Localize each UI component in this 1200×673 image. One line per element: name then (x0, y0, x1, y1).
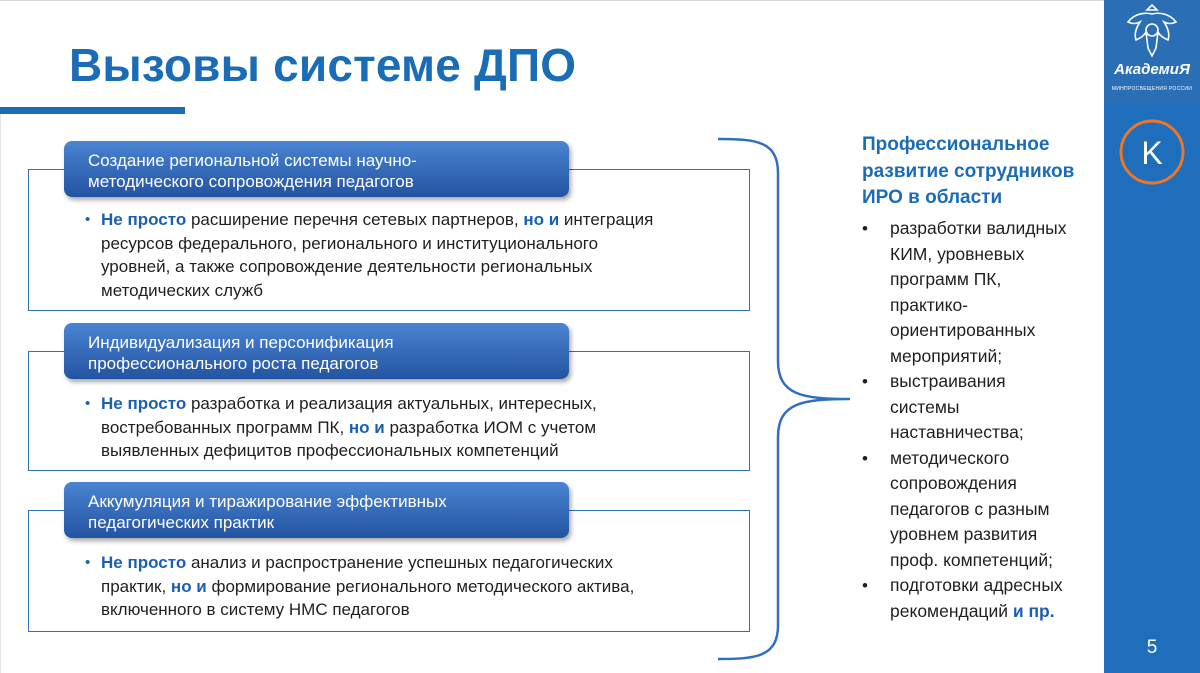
block-1-header (64, 141, 569, 197)
list-item (862, 446, 1066, 574)
list-line: подготовки адресных (890, 575, 1063, 595)
bullet-icon: • (85, 395, 91, 412)
bullet-icon: • (862, 576, 868, 595)
right-title-line-1: Профессиональное (862, 134, 1050, 155)
block-1-body (85, 208, 741, 302)
k-letter: K (1141, 135, 1163, 171)
text: практик, (101, 576, 171, 596)
right-title (862, 132, 1074, 212)
top-divider (0, 0, 1104, 1)
block-2-body (85, 392, 741, 463)
academy-logo (1104, 0, 1200, 104)
list-line: мероприятий; (890, 345, 1003, 366)
block-2-header (64, 323, 569, 379)
list-line: разработки валидных (890, 218, 1067, 238)
block-3-header-line-2: педагогических практик (88, 513, 275, 532)
list-line: КИМ, уровневых (890, 243, 1025, 264)
highlight: но и (170, 576, 207, 596)
block-1-header-line-2: методического сопровождения педагогов (88, 172, 414, 191)
list-line: программ ПК, (890, 269, 1002, 289)
list-item (862, 573, 1066, 624)
list-line: выстраивания (890, 371, 1006, 391)
list-line: ориентированных (890, 320, 1036, 340)
text: расширение перечня сетевых партнеров, (186, 210, 524, 229)
block-3-header (64, 482, 569, 538)
sidebar (1104, 0, 1200, 673)
highlight: но и (348, 417, 385, 437)
list-line: методического (890, 447, 1010, 468)
bullet-icon: • (862, 372, 868, 391)
right-list (862, 216, 1066, 624)
text: разработка и реализация актуальных, интересных, (186, 394, 597, 413)
block-1-header-line-1: Создание региональной системы научно- (88, 151, 417, 170)
text: интеграция (559, 210, 654, 229)
highlight: Не просто (101, 210, 187, 229)
brace-icon (716, 133, 856, 663)
left-divider (0, 114, 1, 673)
highlight: и пр. (1012, 600, 1055, 621)
block-2-line-3: выявленных дефицитов профессиональных компетенций (101, 441, 559, 460)
academy-label: АкадемиЯ (1114, 61, 1190, 78)
highlight: Не просто (101, 394, 187, 413)
block-3-header-line-1: Аккумуляция и тиражирование эффективных (88, 492, 447, 511)
block-3-body (85, 551, 741, 622)
block-2-line-1 (101, 392, 741, 416)
bullet-icon: • (85, 211, 91, 228)
text: востребованных программ ПК, (101, 417, 349, 437)
block-1-line-3: уровней, а также сопровождение деятельности региональных (101, 257, 593, 276)
list-line: практико- (890, 294, 968, 315)
highlight: но и (523, 210, 560, 229)
bullet-icon: • (85, 554, 91, 571)
slide-title: Вызовы системе ДПО (69, 39, 577, 91)
highlight: Не просто (101, 553, 187, 572)
list-item (862, 369, 1066, 446)
block-3-line-1 (101, 551, 741, 575)
block-2-header-line-1: Индивидуализация и персонификация (88, 333, 394, 352)
bullet-icon: • (862, 219, 868, 238)
block-3-line-2 (101, 575, 741, 599)
list-line: наставничества; (890, 422, 1024, 442)
list-line: проф. компетенций; (890, 549, 1053, 570)
right-title-line-2: развитие сотрудников (862, 160, 1075, 182)
list-line: педагогов с разным (890, 498, 1050, 519)
bullet-icon: • (862, 448, 868, 468)
list-line (890, 599, 1066, 625)
list-line: системы (890, 396, 960, 417)
text: анализ и распространение успешных педагогических (186, 553, 613, 572)
text: разработка ИОМ с учетом (384, 417, 597, 437)
k-logo-icon (1117, 117, 1187, 187)
block-1-line-2: ресурсов федерального, регионального и институционального (101, 233, 599, 253)
list-line: сопровождения (890, 473, 1017, 493)
block-1-line-1 (101, 208, 741, 232)
block-1-line-4: методических служб (101, 280, 264, 300)
right-title-line-3: ИРО в области (862, 187, 1003, 208)
block-2-line-2 (101, 416, 741, 440)
academy-sublabel: МИНПРОСВЕЩЕНИЯ РОССИИ (1111, 86, 1193, 92)
block-3-line-3: включенного в систему НМС педагогов (101, 600, 410, 619)
emblem-icon (1104, 2, 1200, 62)
page-number: 5 (1146, 637, 1158, 658)
list-line: уровнем развития (890, 524, 1038, 544)
block-2-header-line-2: профессионального роста педагогов (88, 354, 379, 373)
text: формирование регионального методического актива, (206, 576, 635, 596)
text: рекомендаций (890, 600, 1013, 621)
list-item (862, 216, 1066, 369)
title-underline (0, 107, 185, 114)
